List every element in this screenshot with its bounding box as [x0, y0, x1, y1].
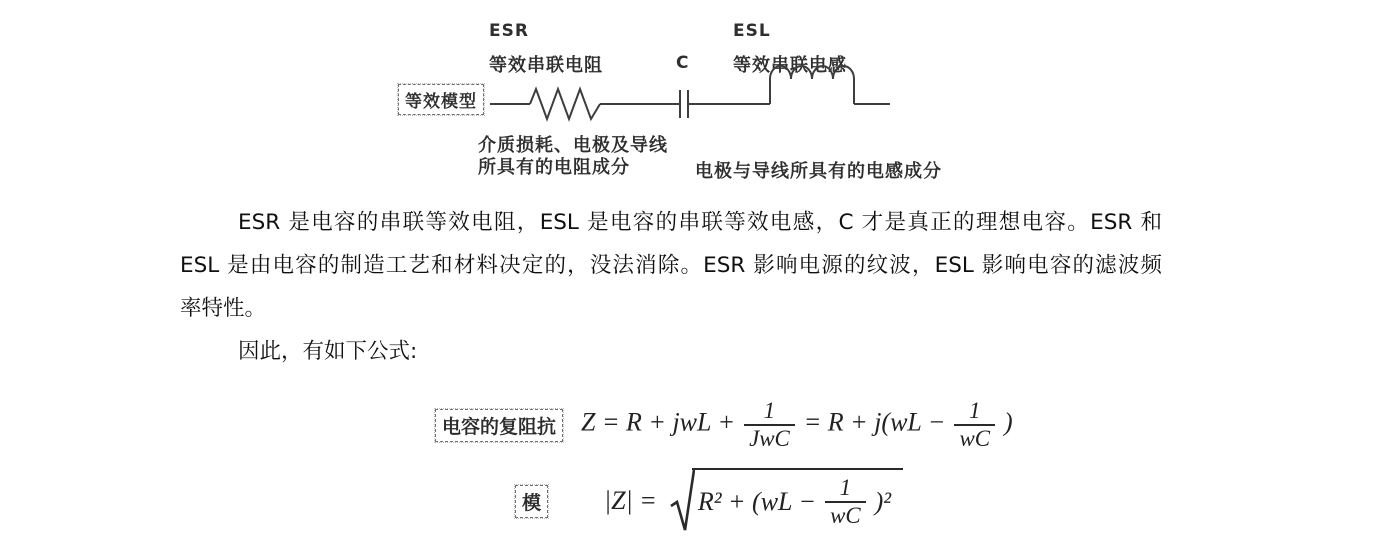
magnitude-lhs: |Z| =: [604, 486, 657, 515]
radicand: [692, 468, 903, 528]
resistor-caption-line1: 介质损耗、电极及导线: [478, 135, 668, 156]
radicand-left: R² + (wL −: [697, 486, 817, 516]
inductor-symbol: [770, 66, 854, 104]
resistor-caption-line2: 所具有的电阻成分: [478, 157, 630, 178]
esr-abbr-label: ESR: [489, 21, 529, 41]
equivalent-model-box: 等效模型: [398, 84, 484, 115]
esl-name-label: 等效串联电感: [733, 55, 847, 76]
capacitor-label: C: [676, 53, 690, 73]
resistor-symbol: [530, 89, 600, 119]
fraction-1-over-wC: [954, 398, 995, 451]
body-paragraph: [180, 201, 1162, 330]
resistor-caption: [478, 135, 668, 179]
capacitor-symbol: [680, 90, 688, 118]
circuit-svg: [485, 58, 895, 124]
impedance-lhs: Z = R + jwL +: [581, 407, 736, 437]
paragraph-line-1: ESR 是电容的串联等效电阻，ESL 是电容的串联等效电感，C 才是真正的理想电容。ESR 和: [238, 210, 1162, 235]
radicand-right: )²: [874, 486, 892, 516]
fraction-1-over-wC: [825, 475, 866, 528]
esr-name-label: 等效串联电阻: [489, 55, 603, 76]
impedance-mid: = R + j(wL −: [803, 407, 946, 437]
impedance-formula-row: [435, 396, 1013, 454]
fraction-numerator: 1: [763, 398, 776, 424]
magnitude-formula-row: [515, 466, 903, 536]
fraction-1-over-JwC: [744, 398, 795, 451]
magnitude-label-box: 模: [515, 485, 548, 518]
fraction-denominator: wC: [825, 501, 866, 529]
fraction-denominator: wC: [954, 424, 995, 452]
formula-intro: 因此，有如下公式:: [238, 339, 418, 364]
inductor-caption: 电极与导线所具有的电感成分: [695, 161, 942, 182]
paragraph-line-3: 率特性。: [180, 296, 267, 321]
square-root: [669, 468, 903, 534]
fraction-numerator: 1: [969, 398, 981, 424]
fraction-numerator: 1: [839, 475, 852, 500]
impedance-close-paren: ): [1003, 407, 1013, 437]
fraction-denominator: JwC: [744, 424, 795, 452]
impedance-label-box: 电容的复阻抗: [435, 409, 563, 442]
magnitude-expression: [604, 468, 903, 534]
impedance-expression: [581, 398, 1013, 451]
esl-abbr-label: ESL: [733, 21, 771, 41]
paragraph-line-2: ESL 是由电容的制造工艺和材料决定的，没法消除。ESR 影响电源的纹波，ESL 影响电容的滤波频: [180, 253, 1162, 278]
